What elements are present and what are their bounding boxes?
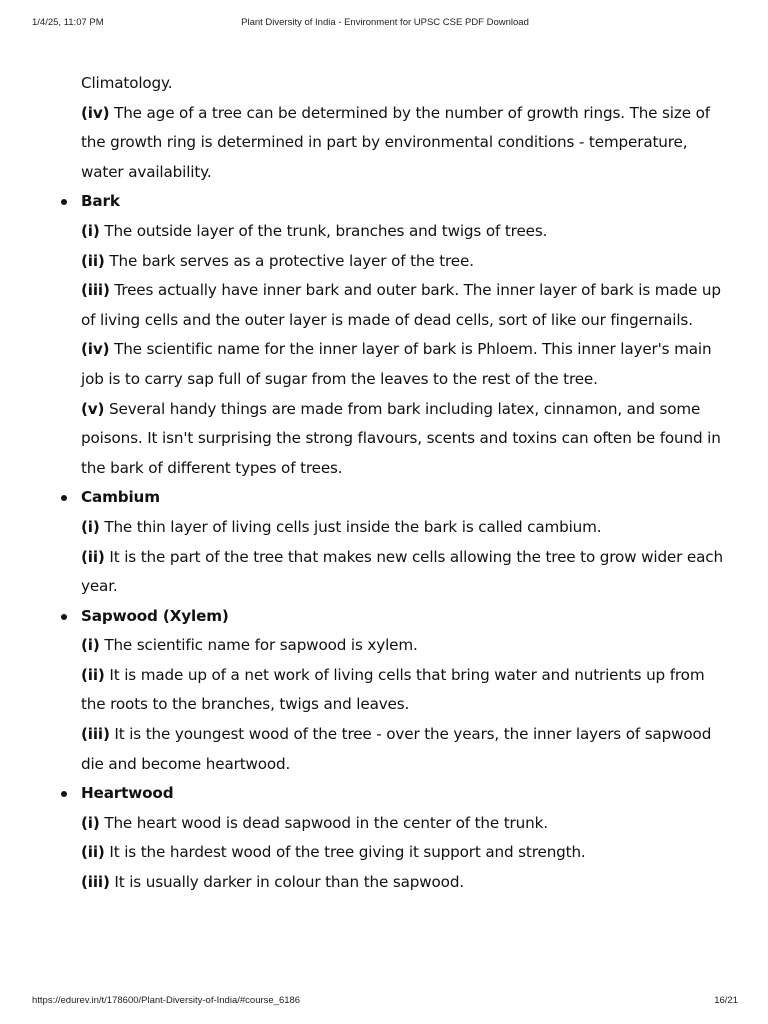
intro-continuation: Climatology. bbox=[81, 74, 173, 92]
bark-point-ii bbox=[0, 247, 768, 277]
point-label: (iii) bbox=[81, 873, 110, 892]
point-text: The thin layer of living cells just inside the bark is called cambium. bbox=[99, 517, 602, 536]
bullet-icon bbox=[61, 495, 67, 501]
point-label: (i) bbox=[81, 221, 100, 240]
point-label: (iii) bbox=[81, 281, 110, 300]
point-text: The scientific name for sapwood is xylem. bbox=[99, 636, 418, 655]
bark-point-i bbox=[0, 217, 768, 247]
heading-text: Bark bbox=[81, 192, 120, 211]
point-label: (i) bbox=[81, 813, 100, 832]
bark-point-iii bbox=[0, 276, 768, 335]
point-label: (i) bbox=[81, 517, 100, 536]
point-text: The scientific name for the inner layer of bark is Phloem. This inner layer's main job is to carry sap full of sugar from the leaves to the rest of the tree. bbox=[81, 340, 712, 388]
sapwood-point-ii bbox=[0, 661, 768, 720]
point-text: The heart wood is dead sapwood in the center of the trunk. bbox=[99, 813, 548, 832]
point-text: The age of a tree can be determined by the number of growth rings. The size of the growth ring is determined in part by environmental conditions - temperature, water availability. bbox=[81, 103, 710, 181]
bark-point-iv bbox=[0, 335, 768, 394]
bark-point-v bbox=[0, 395, 768, 484]
point-label: (iii) bbox=[81, 725, 110, 744]
point-text: It is the part of the tree that makes new cells allowing the tree to grow wider each year. bbox=[81, 547, 723, 596]
point-text: It is the hardest wood of the tree giving it support and strength. bbox=[104, 843, 586, 862]
point-label: (ii) bbox=[81, 665, 105, 684]
bullet-icon bbox=[61, 614, 67, 620]
section-heading-heartwood bbox=[0, 779, 768, 809]
point-text: It is the youngest wood of the tree - over the years, the inner layers of sapwood die and become heartwood. bbox=[81, 725, 712, 773]
point-text: Trees actually have inner bark and outer bark. The inner layer of bark is made up of living cells and the outer layer is made of dead cells, sort of like our fingernails. bbox=[81, 281, 721, 329]
cambium-point-i bbox=[0, 513, 768, 543]
heading-text: Cambium bbox=[81, 488, 160, 507]
point-label: (ii) bbox=[81, 547, 105, 566]
heading-text: Heartwood bbox=[81, 784, 174, 803]
section-heading-bark bbox=[0, 187, 768, 217]
point-text: The bark serves as a protective layer of the tree. bbox=[104, 251, 474, 270]
point-label: (i) bbox=[81, 636, 100, 655]
sapwood-point-iii bbox=[0, 720, 768, 779]
bullet-icon bbox=[61, 791, 67, 797]
intro-point-iv bbox=[0, 99, 768, 188]
point-label: (v) bbox=[81, 399, 105, 418]
bullet-icon bbox=[61, 199, 67, 205]
point-text: It is usually darker in colour than the sapwood. bbox=[109, 873, 464, 892]
page-number: 16/21 bbox=[714, 995, 738, 1006]
sapwood-point-i bbox=[0, 631, 768, 661]
point-text: It is made up of a net work of living cells that bring water and nutrients up from the roots to the branches, twigs and leaves. bbox=[81, 665, 705, 714]
section-heading-sapwood bbox=[0, 602, 768, 632]
cambium-point-ii bbox=[0, 543, 768, 602]
heartwood-point-iii bbox=[0, 868, 768, 898]
point-text: The outside layer of the trunk, branches and twigs of trees. bbox=[99, 221, 548, 240]
section-heading-cambium bbox=[0, 483, 768, 513]
article-content bbox=[0, 69, 768, 898]
point-label: (ii) bbox=[81, 843, 105, 862]
point-text: Several handy things are made from bark including latex, cinnamon, and some poisons. It isn't surprising the strong flavours, scents and toxins can often be found in the bark of different types of trees. bbox=[81, 399, 721, 477]
print-datetime: 1/4/25, 11:07 PM bbox=[32, 17, 104, 28]
point-label: (ii) bbox=[81, 251, 105, 270]
document-title: Plant Diversity of India - Environment for UPSC CSE PDF Download bbox=[241, 17, 529, 28]
heading-text: Sapwood (Xylem) bbox=[81, 606, 229, 625]
heartwood-point-i bbox=[0, 809, 768, 839]
point-label: (iv) bbox=[81, 340, 110, 359]
page-url-link[interactable]: https://edurev.in/t/178600/Plant-Diversity-of-India/#course_6186 bbox=[32, 995, 301, 1006]
point-label: (iv) bbox=[81, 103, 110, 122]
print-header bbox=[32, 17, 738, 31]
print-footer bbox=[32, 995, 738, 1009]
heartwood-point-ii bbox=[0, 838, 768, 868]
